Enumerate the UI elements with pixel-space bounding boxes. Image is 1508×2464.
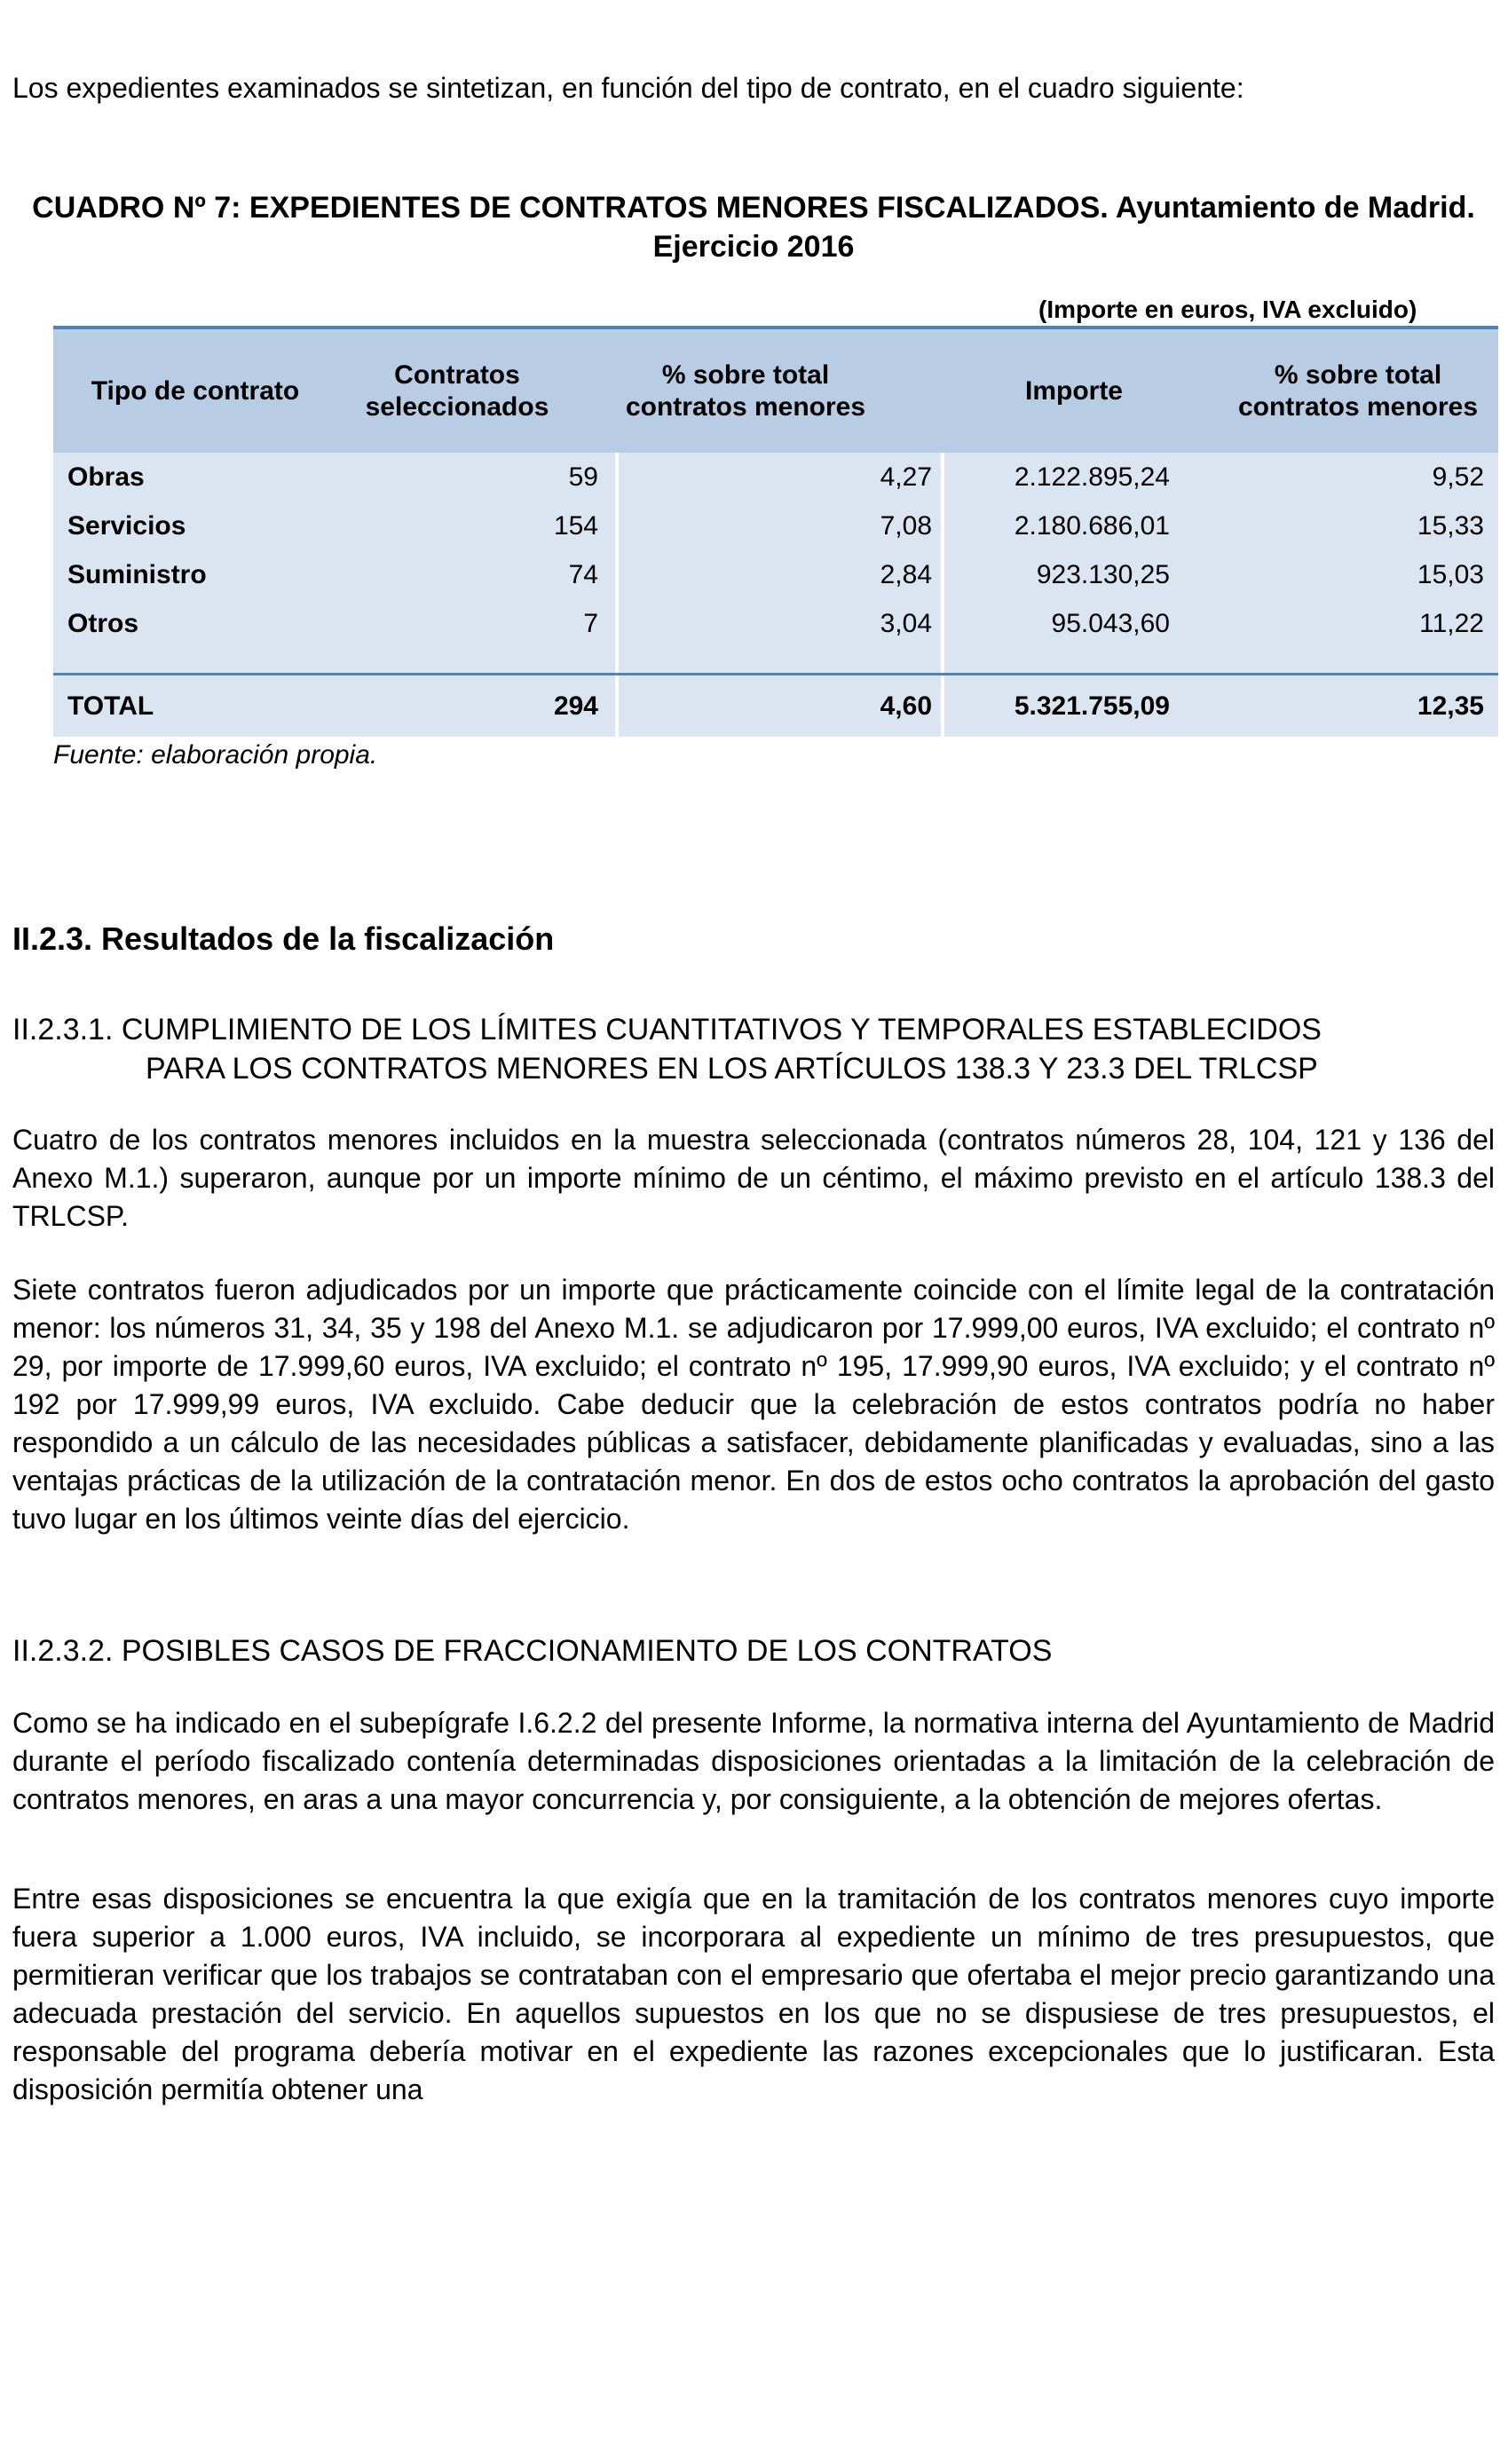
- cell-contratos: 74: [568, 560, 598, 589]
- intro-paragraph: Los expedientes examinados se sintetizan, en función del tipo de contrato, en el cuadro siguiente:: [12, 72, 1244, 104]
- table-header: [53, 326, 1498, 453]
- header-pct-importe: % sobre total contratos menores: [1237, 359, 1479, 422]
- paragraph-1: Cuatro de los contratos menores incluidos en la muestra seleccionada (contratos números 28, 104, 121 y 136 del Anexo M.1.) superaron, aunque por un importe mínimo de un céntimo, el máximo previsto en el artículo 138.3 del TRLCSP.: [12, 1124, 1495, 1232]
- table-total-row: [53, 675, 1498, 737]
- cell-pct-importe: 9,52: [1432, 462, 1484, 492]
- subsection-heading-1: [12, 1010, 1495, 1088]
- section-heading: II.2.3. Resultados de la fiscalización: [12, 920, 555, 957]
- header-pct-contratos: % sobre total contratos menores: [625, 359, 866, 422]
- cell-pct-contratos: 4,27: [880, 462, 932, 492]
- cell-pct-importe: 11,22: [1419, 609, 1484, 638]
- cell-pct-contratos: 3,04: [880, 609, 932, 638]
- cell-importe: 5.321.755,09: [1014, 691, 1170, 721]
- subsection-heading-2: II.2.3.2. POSIBLES CASOS DE FRACCIONAMIENTO DE LOS CONTRATOS: [12, 1634, 1053, 1668]
- subsection-heading-1-line1: II.2.3.1. CUMPLIMIENTO DE LOS LÍMITES CUANTITATIVOS Y TEMPORALES ESTABLECIDOS: [12, 1013, 1322, 1046]
- cell-tipo: Otros: [67, 609, 139, 638]
- cell-importe: 923.130,25: [1036, 560, 1170, 589]
- cell-pct-contratos: 4,60: [880, 691, 932, 721]
- table-row: [53, 453, 1498, 501]
- table-body: [53, 453, 1498, 737]
- cell-pct-contratos: 7,08: [880, 511, 932, 541]
- cell-contratos: 154: [553, 511, 598, 541]
- cell-tipo: Obras: [67, 462, 145, 492]
- cell-pct-importe: 15,33: [1417, 511, 1484, 541]
- cell-tipo: TOTAL: [67, 691, 154, 721]
- paragraph-4: Entre esas disposiciones se encuentra la que exigía que en la tramitación de los contratos menores cuyo importe fuera superior a 1.000 euros, IVA incluido, se incorporara al expediente un mínimo de tres presupuestos, que permitieran verificar que los trabajos se contrataban con el empresario que ofertaba el mejor precio garantizando una adecuada prestación del servicio. En aquellos supuestos en los que no se dispusiese de tres presupuestos, el responsable del programa debería motivar en el expediente las razones excepcionales que lo justificaran. Esta disposición permitía obtener una: [12, 1883, 1495, 2105]
- cell-pct-contratos: 2,84: [880, 560, 932, 589]
- cell-importe: 2.180.686,01: [1014, 511, 1170, 541]
- header-contratos: Contratos seleccionados: [365, 359, 549, 422]
- subsection-heading-1-line2: PARA LOS CONTRATOS MENORES EN LOS ARTÍCULOS 138.3 Y 23.3 DEL TRLCSP: [146, 1052, 1318, 1086]
- cell-contratos: 294: [553, 691, 598, 721]
- table-row: [53, 550, 1498, 599]
- cell-pct-importe: 12,35: [1417, 691, 1484, 721]
- paragraph-2: Siete contratos fueron adjudicados por un importe que prácticamente coincide con el límite legal de la contratación menor: los números 31, 34, 35 y 198 del Anexo M.1. se adjudicaron por 17.999,00 euros, IVA excluido; el contrato nº 29, por importe de 17.999,60 euros, IVA excluido; el contrato nº 195, 17.999,90 euros, IVA excluido; y el contrato nº 192 por 17.999,99 euros, IVA excluido. Cabe deducir que la celebración de estos contratos podría no haber respondido a un cálculo de las necesidades públicas a satisfacer, debidamente planificadas y evaluadas, sino a las ventajas prácticas de la utilización de la contratación menor. En dos de estos ocho contratos la aprobación del gasto tuvo lugar en los últimos veinte días del ejercicio.: [12, 1274, 1495, 1535]
- table-source: Fuente: elaboración propia.: [53, 740, 378, 770]
- unit-note: (Importe en euros, IVA excluido): [1038, 296, 1417, 323]
- paragraph-3: Como se ha indicado en el subepígrafe I.6.2.2 del presente Informe, la normativa interna del Ayuntamiento de Madrid durante el período fiscalizado contenía determinadas disposiciones orientadas a la limitación de la celebración de contratos menores, en aras a una mayor concurrencia y, por consiguiente, a la obtención de mejores ofertas.: [12, 1707, 1495, 1815]
- table-title: CUADRO Nº 7: EXPEDIENTES DE CONTRATOS MENORES FISCALIZADOS. Ayuntamiento de Madrid. Ejercicio 2016: [32, 191, 1475, 264]
- cell-contratos: 59: [568, 462, 598, 492]
- header-tipo: Tipo de contrato: [91, 375, 300, 406]
- cell-pct-importe: 15,03: [1417, 560, 1484, 589]
- cell-contratos: 7: [583, 609, 598, 638]
- cell-importe: 95.043,60: [1051, 609, 1170, 638]
- header-importe: Importe: [1024, 375, 1123, 406]
- cell-importe: 2.122.895,24: [1014, 462, 1170, 492]
- cell-tipo: Servicios: [67, 511, 186, 541]
- contracts-table: [53, 326, 1498, 737]
- table-row: [53, 599, 1498, 648]
- table-row: [53, 501, 1498, 550]
- cell-tipo: Suministro: [67, 560, 207, 589]
